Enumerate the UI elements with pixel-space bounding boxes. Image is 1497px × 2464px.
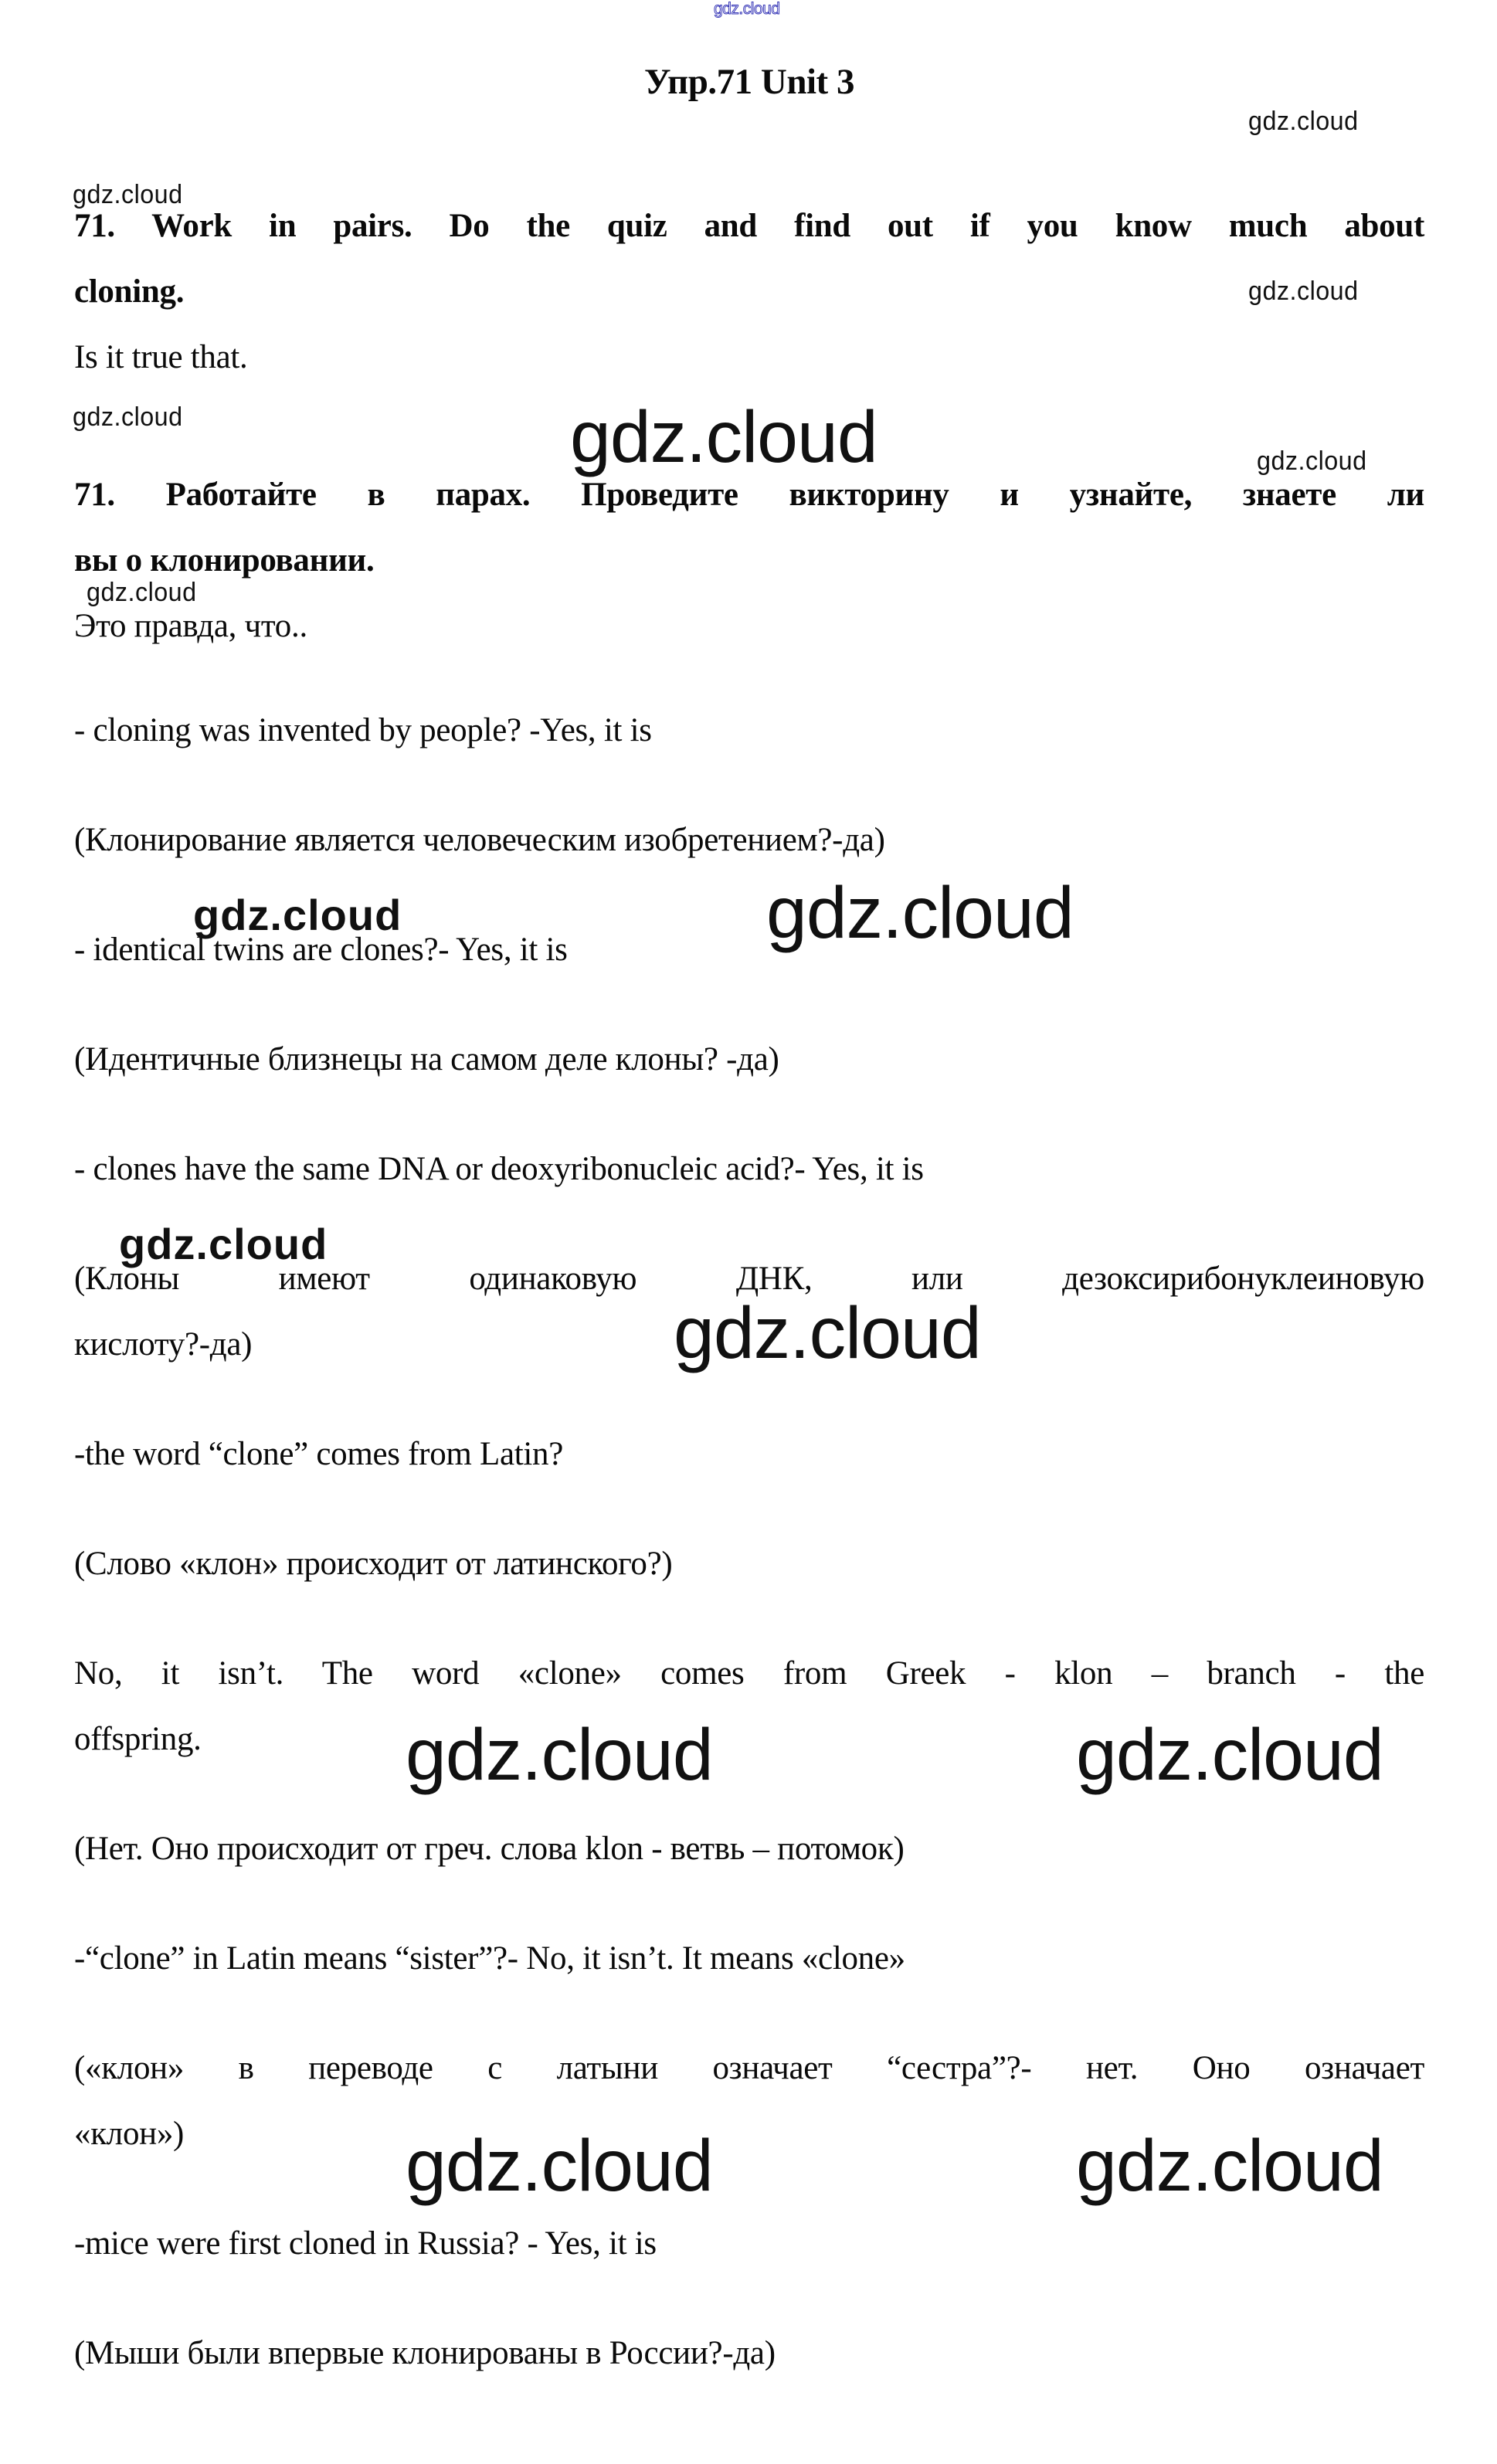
qa-translation-ru [74,807,1424,873]
text-line: -mice were first cloned in Russia? - Yes, it is [74,2225,657,2262]
text-line: - clones have the same DNA or deoxyribonucleic acid?- Yes, it is [74,1151,924,1187]
watermark-top-tiny: gdz.cloud [714,0,780,18]
qa-translation-ru [74,1246,1424,1377]
heading-en [74,193,1424,324]
qa-question-en [74,917,1424,983]
text-line: (Мыши были впервые клонированы в России?-да) [74,2335,776,2371]
text-line: (Клоны имеют одинаковую ДНК, или дезоксирибонуклеиновую [74,1261,1424,1297]
watermark-big-3: gdz.cloud [674,1292,981,1374]
intro-en [74,324,1424,390]
text-line: Это правда, что.. [74,608,307,644]
watermark-left-1: gdz.cloud [73,180,183,209]
qa-question-en [74,1421,1424,1487]
text-line: вы о клонировании. [74,542,375,579]
watermark-big-4-right: gdz.cloud [1076,1714,1383,1796]
text-line: (Идентичные близнецы на самом деле клоны? -да) [74,1041,779,1078]
qa-translation-ru [74,1531,1424,1597]
qa-answer-en [74,1641,1424,1772]
text-line: кислоту?-да) [74,1326,253,1363]
text-line: (Клонирование является человеческим изобретением?-да) [74,822,885,858]
qa-question-en [74,1136,1424,1202]
qa-translation-ru [74,1816,1424,1882]
text-line: -the word “clone” comes from Latin? [74,1436,564,1472]
text-line: 71. Work in pairs. Do the quiz and find out if you know much about [74,208,1424,244]
heading-ru [74,462,1424,593]
qa-translation-ru [74,2035,1424,2167]
qa-translation-ru [74,2320,1424,2386]
watermark-right-2: gdz.cloud [1248,277,1359,306]
watermark-big-4-left: gdz.cloud [406,1714,713,1796]
text-line: (Нет. Оно происходит от греч. слова klon - ветвь – потомок) [74,1831,905,1867]
watermark-right-1: gdz.cloud [1248,107,1359,136]
text-line: («клон» в переводе с латыни означает “сестра”?- нет. Оно означает [74,2050,1424,2086]
watermark-right-3: gdz.cloud [1257,446,1367,476]
watermark-med-left-1: gdz.cloud [193,891,402,939]
page-title: Упр.71 Unit 3 [644,62,854,102]
watermark-med-left-2: gdz.cloud [119,1220,328,1268]
text-line: offspring. [74,1721,202,1757]
watermark-big-5-left: gdz.cloud [406,2125,713,2207]
qa-question-en [74,697,1424,763]
qa-question-en [74,1926,1424,1991]
intro-ru [74,593,1424,659]
text-line: No, it isn’t. The word «clone» comes from Greek - klon – branch - the [74,1655,1424,1692]
text-line: Is it true that. [74,339,248,375]
text-line: 71. Работайте в парах. Проведите викторину и узнайте, знаете ли [74,477,1424,513]
text-line: -“clone” in Latin means “sister”?- No, it isn’t. It means «clone» [74,1940,905,1977]
watermark-big-5-right: gdz.cloud [1076,2125,1383,2207]
qa-translation-ru [74,1027,1424,1092]
text-line: (Слово «клон» происходит от латинского?) [74,1546,673,1582]
watermark-left-2: gdz.cloud [73,402,183,432]
text-line: cloning. [74,273,185,310]
document-content [0,49,1497,2386]
qa-question-en [74,2211,1424,2276]
text-line: - identical twins are clones?- Yes, it is [74,932,568,968]
watermark-big-1: gdz.cloud [570,396,877,478]
text-line: - cloning was invented by people? -Yes, it is [74,712,652,748]
watermark-left-3: gdz.cloud [87,578,197,607]
watermark-big-2: gdz.cloud [766,872,1074,954]
text-line: «клон») [74,2116,185,2152]
